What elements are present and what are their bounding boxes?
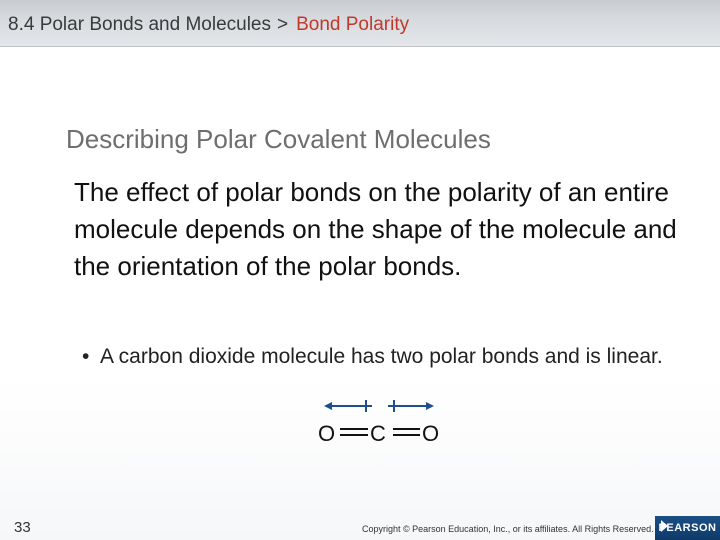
logo-text: PEARSON bbox=[658, 522, 717, 534]
co2-molecule-diagram bbox=[310, 395, 460, 455]
atom-oxygen-right: O bbox=[422, 421, 440, 446]
dipole-arrow-left bbox=[324, 400, 372, 412]
slide-subtitle: Describing Polar Covalent Molecules bbox=[66, 124, 491, 154]
double-bond-left bbox=[340, 429, 368, 435]
breadcrumb-section: 8.4 Polar Bonds and Molecules bbox=[8, 14, 271, 35]
breadcrumb-separator: > bbox=[277, 14, 289, 35]
bullet-text: A carbon dioxide molecule has two polar bonds and is linear. bbox=[100, 345, 663, 368]
bullet-marker: • bbox=[82, 345, 90, 368]
pearson-logo bbox=[655, 516, 720, 540]
dipole-arrow-right bbox=[388, 400, 434, 412]
double-bond-right bbox=[393, 429, 420, 435]
body-paragraph: The effect of polar bonds on the polarity of an entire molecule depends on the shape of the molecule and the orientation of the polar bonds. bbox=[74, 177, 677, 281]
breadcrumb-topic: Bond Polarity bbox=[296, 14, 410, 35]
page-number: 33 bbox=[14, 519, 31, 536]
slide-footer bbox=[0, 510, 720, 540]
atom-oxygen-left: O bbox=[318, 421, 336, 446]
header-bar bbox=[0, 0, 720, 47]
copyright-notice: Copyright © Pearson Education, Inc., or its affiliates. All Rights Reserved. bbox=[362, 524, 654, 534]
breadcrumb bbox=[8, 14, 409, 36]
logo-arrow-icon bbox=[661, 520, 668, 532]
atom-carbon: C bbox=[370, 421, 386, 446]
